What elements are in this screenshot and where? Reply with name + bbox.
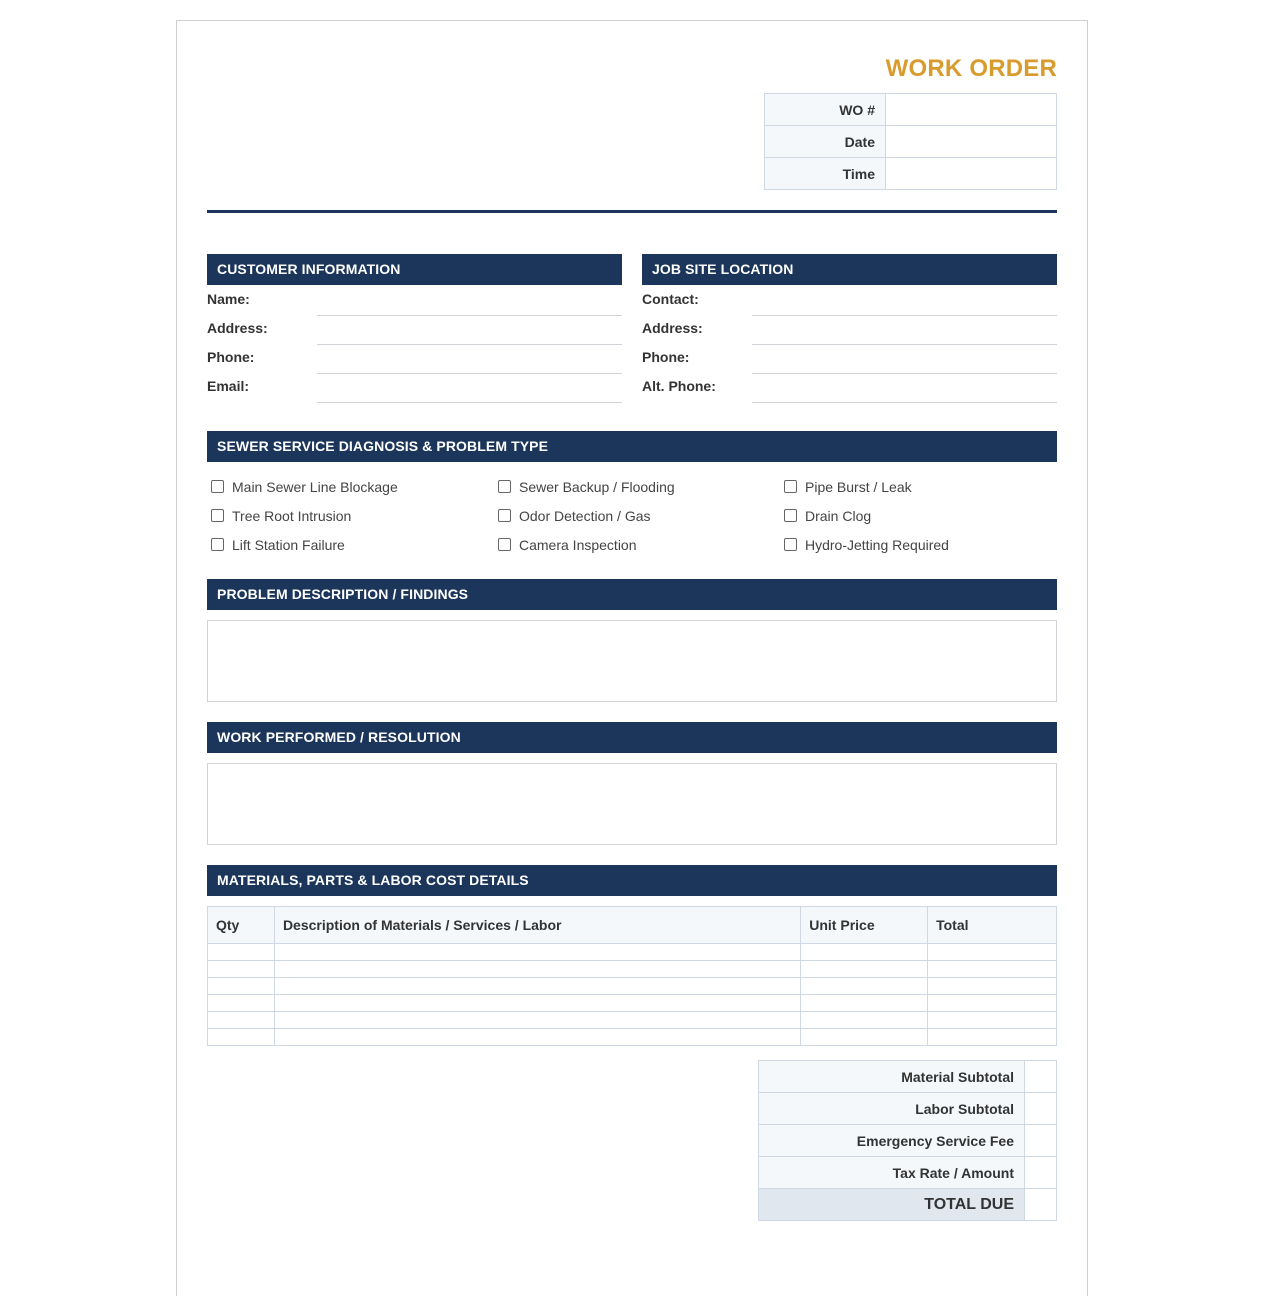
option-label: Main Sewer Line Blockage [232, 479, 398, 495]
table-row [208, 1012, 1057, 1029]
qty-cell[interactable] [208, 1029, 275, 1046]
checkbox[interactable] [498, 538, 511, 551]
header-fields-table [764, 93, 1057, 190]
option-label: Camera Inspection [519, 537, 637, 553]
total-cell[interactable] [928, 978, 1057, 995]
unit-price-cell[interactable] [801, 1012, 928, 1029]
job-alt-phone-row [642, 374, 1057, 403]
total-due-field[interactable] [1025, 1189, 1057, 1221]
option-drain-clog[interactable] [780, 507, 1057, 527]
material-subtotal-label: Material Subtotal [759, 1061, 1025, 1093]
material-subtotal-field[interactable] [1025, 1061, 1057, 1093]
checkbox[interactable] [498, 509, 511, 522]
customer-phone-label: Phone: [207, 349, 255, 365]
option-label: Hydro-Jetting Required [805, 537, 949, 553]
job-contact-row [642, 287, 1057, 316]
option-label: Odor Detection / Gas [519, 508, 651, 524]
checkbox[interactable] [784, 538, 797, 551]
job-contact-label: Contact: [642, 291, 699, 307]
unit-price-cell[interactable] [801, 944, 928, 961]
unit-price-cell[interactable] [801, 961, 928, 978]
job-phone-row [642, 345, 1057, 374]
unit-price-cell[interactable] [801, 978, 928, 995]
checkbox[interactable] [211, 509, 224, 522]
customer-email-field[interactable] [317, 402, 622, 403]
job-address-row [642, 316, 1057, 345]
qty-cell[interactable] [208, 1012, 275, 1029]
table-row [208, 944, 1057, 961]
option-main-sewer-line-blockage[interactable] [207, 478, 487, 498]
customer-email-label: Email: [207, 378, 250, 394]
customer-info-heading: CUSTOMER INFORMATION [207, 254, 622, 285]
checkbox[interactable] [498, 480, 511, 493]
table-row [208, 961, 1057, 978]
description-cell[interactable] [274, 995, 800, 1012]
option-label: Pipe Burst / Leak [805, 479, 912, 495]
work-performed-box[interactable] [207, 763, 1057, 845]
description-cell[interactable] [274, 961, 800, 978]
customer-email-row [207, 374, 622, 403]
column-header-description: Description of Materials / Services / Labor [274, 907, 800, 944]
option-label: Tree Root Intrusion [232, 508, 352, 524]
option-lift-station-failure[interactable] [207, 536, 487, 556]
qty-cell[interactable] [208, 978, 275, 995]
labor-subtotal-label: Labor Subtotal [759, 1093, 1025, 1125]
checkbox[interactable] [211, 480, 224, 493]
total-cell[interactable] [928, 944, 1057, 961]
problem-description-box[interactable] [207, 620, 1057, 702]
time-field[interactable] [886, 158, 1057, 190]
total-cell[interactable] [928, 961, 1057, 978]
diagnosis-heading: SEWER SERVICE DIAGNOSIS & PROBLEM TYPE [207, 431, 1057, 462]
wo-number-field[interactable] [886, 94, 1057, 126]
table-row [208, 1029, 1057, 1046]
total-due-label: TOTAL DUE [759, 1189, 1025, 1221]
description-cell[interactable] [274, 944, 800, 961]
total-cell[interactable] [928, 1012, 1057, 1029]
emergency-fee-field[interactable] [1025, 1125, 1057, 1157]
summary-table [758, 1060, 1057, 1221]
customer-address-row [207, 316, 622, 345]
column-header-total: Total [928, 907, 1057, 944]
description-cell[interactable] [274, 978, 800, 995]
problem-description-heading: PROBLEM DESCRIPTION / FINDINGS [207, 579, 1057, 610]
column-header-qty: Qty [208, 907, 275, 944]
labor-subtotal-field[interactable] [1025, 1093, 1057, 1125]
date-label: Date [765, 126, 886, 158]
work-performed-heading: WORK PERFORMED / RESOLUTION [207, 722, 1057, 753]
work-order-page [176, 20, 1088, 1296]
option-label: Drain Clog [805, 508, 872, 524]
customer-address-label: Address: [207, 320, 268, 336]
checkbox[interactable] [211, 538, 224, 551]
table-row [208, 978, 1057, 995]
job-site-heading: JOB SITE LOCATION [642, 254, 1057, 285]
cost-details-heading: MATERIALS, PARTS & LABOR COST DETAILS [207, 865, 1057, 896]
option-pipe-burst-leak[interactable] [780, 478, 1057, 498]
emergency-fee-label: Emergency Service Fee [759, 1125, 1025, 1157]
header-divider [207, 210, 1057, 213]
option-odor-detection-gas[interactable] [494, 507, 774, 527]
tax-field[interactable] [1025, 1157, 1057, 1189]
page-title: WORK ORDER [885, 55, 1057, 82]
option-label: Lift Station Failure [232, 537, 345, 553]
unit-price-cell[interactable] [801, 1029, 928, 1046]
checkbox[interactable] [784, 509, 797, 522]
job-alt-phone-label: Alt. Phone: [642, 378, 716, 394]
job-alt-phone-field[interactable] [752, 402, 1057, 403]
option-sewer-backup-flooding[interactable] [494, 478, 774, 498]
option-camera-inspection[interactable] [494, 536, 774, 556]
wo-number-label: WO # [765, 94, 886, 126]
option-label: Sewer Backup / Flooding [519, 479, 675, 495]
column-header-unit-price: Unit Price [801, 907, 928, 944]
qty-cell[interactable] [208, 995, 275, 1012]
qty-cell[interactable] [208, 961, 275, 978]
customer-name-label: Name: [207, 291, 250, 307]
customer-phone-row [207, 345, 622, 374]
total-cell[interactable] [928, 1029, 1057, 1046]
customer-name-row [207, 287, 622, 316]
job-address-label: Address: [642, 320, 703, 336]
cost-details-table [207, 906, 1057, 1046]
job-phone-label: Phone: [642, 349, 690, 365]
unit-price-cell[interactable] [801, 995, 928, 1012]
date-field[interactable] [886, 126, 1057, 158]
description-cell[interactable] [274, 1012, 800, 1029]
time-label: Time [765, 158, 886, 190]
table-row [208, 995, 1057, 1012]
qty-cell[interactable] [208, 944, 275, 961]
tax-label: Tax Rate / Amount [759, 1157, 1025, 1189]
option-tree-root-intrusion[interactable] [207, 507, 487, 527]
description-cell[interactable] [274, 1029, 800, 1046]
checkbox[interactable] [784, 480, 797, 493]
option-hydro-jetting-required[interactable] [780, 536, 1057, 556]
total-cell[interactable] [928, 995, 1057, 1012]
